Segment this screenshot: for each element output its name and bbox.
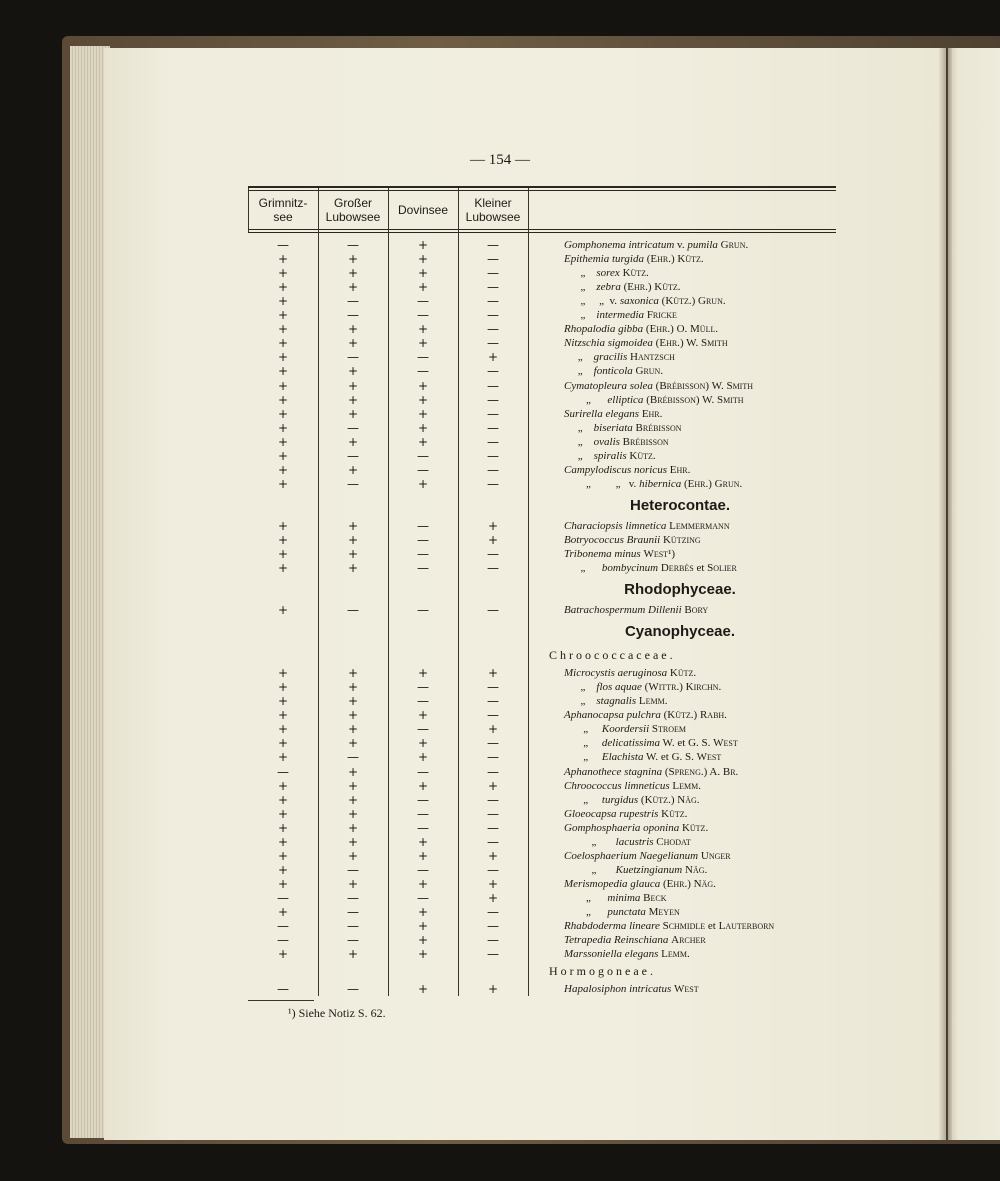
present-mark: + — [417, 238, 429, 252]
absent-mark: — — [347, 862, 359, 877]
present-mark: + — [347, 848, 359, 863]
present-mark: + — [417, 322, 429, 337]
present-mark: + — [347, 834, 359, 849]
present-mark: + — [347, 820, 359, 835]
present-mark: + — [347, 252, 359, 267]
present-mark: + — [347, 280, 359, 295]
species-name: „ spiralis Kütz. — [564, 449, 656, 462]
page-gutter — [938, 48, 952, 1140]
species-name: Batrachospermum Dillenii Bory — [564, 604, 709, 617]
present-mark: + — [347, 462, 359, 477]
present-mark: + — [277, 848, 289, 863]
present-mark: + — [417, 336, 429, 351]
present-mark: + — [277, 448, 289, 463]
facing-page — [948, 48, 1000, 1140]
species-name: „ stagnalis Lemm. — [564, 695, 668, 708]
absent-mark: — — [347, 294, 359, 309]
present-mark: + — [487, 778, 499, 793]
present-mark: + — [347, 722, 359, 737]
present-mark: + — [487, 722, 499, 737]
species-name: „ flos aquae (Wittr.) Kirchn. — [564, 681, 722, 694]
absent-mark: — — [487, 905, 499, 919]
present-mark: + — [417, 919, 429, 934]
species-name: „ gracilis Hantzsch — [564, 351, 675, 364]
present-mark: + — [277, 834, 289, 849]
present-mark: + — [487, 350, 499, 365]
header-top-rule-thin — [248, 190, 836, 191]
header-bottom-rule-thin — [248, 232, 836, 233]
species-name: „ sorex Kütz. — [564, 267, 649, 280]
absent-mark: — — [347, 308, 359, 323]
present-mark: + — [277, 434, 289, 449]
absent-mark: — — [487, 820, 499, 835]
present-mark: + — [277, 280, 289, 295]
species-name: „ lacustris Chodat — [564, 835, 691, 848]
page-number: — 154 — — [470, 152, 530, 168]
header-top-rule — [248, 186, 836, 188]
species-name: Gloeocapsa rupestris Kütz. — [564, 807, 688, 820]
species-name: „ zebra (Ehr.) Kütz. — [564, 281, 681, 294]
present-mark: + — [277, 750, 289, 765]
present-mark: + — [277, 350, 289, 365]
present-mark: + — [417, 420, 429, 435]
species-name: „ minima Beck — [564, 891, 667, 904]
present-mark: + — [277, 792, 289, 807]
absent-mark: — — [487, 947, 499, 962]
absent-mark: — — [347, 476, 359, 491]
present-mark: + — [417, 848, 429, 863]
species-name: „ Kuetzingianum Näg. — [564, 863, 708, 876]
present-mark: + — [347, 518, 359, 533]
absent-mark: — — [347, 933, 359, 948]
present-mark: + — [277, 947, 289, 962]
absent-mark: — — [487, 680, 499, 695]
absent-mark: — — [347, 350, 359, 365]
absent-mark: — — [487, 252, 499, 267]
present-mark: + — [347, 680, 359, 695]
species-name: Chroococcus limneticus Lemm. — [564, 779, 701, 792]
species-name: „ fonticola Grun. — [564, 365, 664, 378]
absent-mark: — — [417, 603, 429, 618]
present-mark: + — [417, 392, 429, 407]
absent-mark: — — [487, 294, 499, 309]
present-mark: + — [277, 322, 289, 337]
absent-mark: — — [487, 603, 499, 618]
species-name: Aphanothece stagnina (Spreng.) A. Br. — [564, 765, 739, 778]
species-name: Characiopsis limnetica Lemmermann — [564, 519, 730, 532]
absent-mark: — — [417, 294, 429, 309]
present-mark: + — [347, 336, 359, 351]
present-mark: + — [277, 736, 289, 751]
present-mark: + — [417, 834, 429, 849]
present-mark: + — [277, 876, 289, 891]
present-mark: + — [277, 694, 289, 709]
present-mark: + — [277, 680, 289, 695]
present-mark: + — [277, 378, 289, 393]
present-mark: + — [417, 476, 429, 491]
absent-mark: — — [487, 792, 499, 807]
present-mark: + — [277, 420, 289, 435]
present-mark: + — [277, 806, 289, 821]
present-mark: + — [487, 890, 499, 905]
present-mark: + — [417, 933, 429, 948]
present-mark: + — [347, 736, 359, 751]
absent-mark: — — [347, 448, 359, 463]
species-name: „ „ v. saxonica (Kütz.) Grun. — [564, 295, 726, 308]
absent-mark: — — [417, 862, 429, 877]
absent-mark: — — [487, 364, 499, 379]
absent-mark: — — [277, 982, 289, 997]
present-mark: + — [487, 532, 499, 547]
species-name: Surirella elegans Ehr. — [564, 407, 663, 420]
present-mark: + — [417, 876, 429, 891]
present-mark: + — [277, 252, 289, 267]
present-mark: + — [417, 778, 429, 793]
present-mark: + — [277, 561, 289, 576]
absent-mark: — — [487, 764, 499, 779]
absent-mark: — — [417, 532, 429, 547]
absent-mark: — — [277, 238, 289, 252]
absent-mark: — — [487, 322, 499, 337]
species-name: Cymatopleura solea (Brébisson) W. Smith — [564, 379, 754, 392]
absent-mark: — — [487, 308, 499, 323]
present-mark: + — [277, 603, 289, 618]
subsection-heading: Hormogoneae. — [549, 964, 656, 979]
absent-mark: — — [487, 750, 499, 765]
column-header-kleiner-lubowsee: Kleiner Lubowsee — [465, 196, 521, 224]
present-mark: + — [347, 266, 359, 281]
absent-mark: — — [417, 820, 429, 835]
present-mark: + — [277, 392, 289, 407]
absent-mark: — — [487, 806, 499, 821]
species-name: Coelosphaerium Naegelianum Unger — [564, 849, 731, 862]
present-mark: + — [347, 764, 359, 779]
species-name: „ biseriata Brébisson — [564, 421, 682, 434]
absent-mark: — — [417, 350, 429, 365]
absent-mark: — — [417, 806, 429, 821]
present-mark: + — [347, 947, 359, 962]
present-mark: + — [347, 434, 359, 449]
present-mark: + — [347, 666, 359, 681]
absent-mark: — — [487, 708, 499, 723]
present-mark: + — [417, 708, 429, 723]
absent-mark: — — [487, 933, 499, 948]
absent-mark: — — [487, 392, 499, 407]
absent-mark: — — [487, 406, 499, 421]
absent-mark: — — [417, 547, 429, 561]
absent-mark: — — [347, 905, 359, 919]
present-mark: + — [277, 406, 289, 421]
present-mark: + — [417, 905, 429, 919]
present-mark: + — [347, 322, 359, 337]
absent-mark: — — [487, 694, 499, 709]
present-mark: + — [417, 736, 429, 751]
absent-mark: — — [347, 982, 359, 997]
present-mark: + — [277, 294, 289, 309]
absent-mark: — — [277, 890, 289, 905]
present-mark: + — [277, 547, 289, 561]
absent-mark: — — [417, 764, 429, 779]
present-mark: + — [277, 364, 289, 379]
present-mark: + — [347, 694, 359, 709]
present-mark: + — [487, 518, 499, 533]
absent-mark: — — [347, 890, 359, 905]
present-mark: + — [347, 708, 359, 723]
absent-mark: — — [277, 933, 289, 948]
present-mark: + — [277, 336, 289, 351]
present-mark: + — [277, 666, 289, 681]
present-mark: + — [487, 982, 499, 997]
present-mark: + — [347, 561, 359, 576]
present-mark: + — [417, 266, 429, 281]
absent-mark: — — [487, 476, 499, 491]
absent-mark: — — [487, 336, 499, 351]
section-heading: Rhodophyceae. — [624, 581, 736, 599]
column-header-dovinsee: Dovinsee — [397, 203, 449, 217]
present-mark: + — [347, 532, 359, 547]
absent-mark: — — [277, 919, 289, 934]
present-mark: + — [347, 392, 359, 407]
species-name: Tribonema minus West¹) — [564, 548, 676, 560]
present-mark: + — [277, 905, 289, 919]
species-name: Gomphonema intricatum v. pumila Grun. — [564, 239, 749, 251]
absent-mark: — — [417, 694, 429, 709]
species-name: „ punctata Meyen — [564, 906, 680, 918]
present-mark: + — [347, 547, 359, 561]
present-mark: + — [347, 778, 359, 793]
species-name: Microcystis aeruginosa Kütz. — [564, 667, 697, 680]
species-name: „ turgidus (Kütz.) Näg. — [564, 793, 700, 806]
species-name: Marssoniella elegans Lemm. — [564, 948, 690, 961]
absent-mark: — — [487, 862, 499, 877]
absent-mark: — — [417, 308, 429, 323]
section-heading: Cyanophyceae. — [624, 623, 736, 641]
present-mark: + — [487, 848, 499, 863]
present-mark: + — [277, 532, 289, 547]
species-name: Hapalosiphon intricatus West — [564, 983, 699, 996]
present-mark: + — [417, 982, 429, 997]
absent-mark: — — [347, 919, 359, 934]
species-name: „ delicatissima W. et G. S. West — [564, 737, 738, 750]
present-mark: + — [487, 666, 499, 681]
present-mark: + — [277, 266, 289, 281]
column-header-grimnitzsee: Grimnitz- see — [258, 196, 308, 224]
absent-mark: — — [487, 561, 499, 576]
present-mark: + — [417, 434, 429, 449]
absent-mark: — — [347, 603, 359, 618]
present-mark: + — [347, 378, 359, 393]
present-mark: + — [417, 252, 429, 267]
present-mark: + — [277, 708, 289, 723]
present-mark: + — [277, 778, 289, 793]
footnote: ¹) Siehe Notiz S. 62. — [288, 1006, 386, 1020]
present-mark: + — [487, 876, 499, 891]
header-bottom-rule — [248, 229, 836, 230]
column-divider — [528, 188, 529, 996]
species-name: Botryococcus Braunii Kützing — [564, 533, 701, 546]
present-mark: + — [417, 750, 429, 765]
species-name: „ bombycinum Derbès et Solier — [564, 562, 737, 575]
species-name: Tetrapedia Reinschiana Archer — [564, 934, 706, 947]
absent-mark: — — [417, 792, 429, 807]
absent-mark: — — [277, 764, 289, 779]
present-mark: + — [277, 862, 289, 877]
present-mark: + — [277, 820, 289, 835]
species-name: „ intermedia Fricke — [564, 309, 677, 322]
absent-mark: — — [347, 750, 359, 765]
species-name: Nitzschia sigmoidea (Ehr.) W. Smith — [564, 337, 728, 350]
species-name: „ elliptica (Brébisson) W. Smith — [564, 393, 744, 406]
present-mark: + — [417, 666, 429, 681]
present-mark: + — [417, 378, 429, 393]
present-mark: + — [417, 406, 429, 421]
absent-mark: — — [417, 518, 429, 533]
absent-mark: — — [487, 280, 499, 295]
absent-mark: — — [487, 736, 499, 751]
absent-mark: — — [487, 266, 499, 281]
species-name: „ ovalis Brébisson — [564, 435, 669, 448]
absent-mark: — — [487, 434, 499, 449]
species-name: Rhopalodia gibba (Ehr.) O. Müll. — [564, 323, 719, 336]
species-name: Epithemia turgida (Ehr.) Kütz. — [564, 253, 704, 266]
column-header-grosser-lubowsee: Großer Lubowsee — [325, 196, 381, 224]
absent-mark: — — [417, 680, 429, 695]
species-name: Aphanocapsa pulchra (Kütz.) Rabh. — [564, 709, 727, 722]
absent-mark: — — [347, 238, 359, 252]
absent-mark: — — [417, 462, 429, 477]
absent-mark: — — [487, 378, 499, 393]
absent-mark: — — [487, 238, 499, 252]
absent-mark: — — [417, 561, 429, 576]
present-mark: + — [347, 364, 359, 379]
absent-mark: — — [417, 448, 429, 463]
section-heading: Heterocontae. — [629, 496, 731, 514]
absent-mark: — — [487, 834, 499, 849]
species-name: Rhabdoderma lineare Schmidle et Lauterborn — [564, 920, 775, 933]
species-name: „ Koordersii Stroem — [564, 723, 687, 736]
absent-mark: — — [417, 890, 429, 905]
present-mark: + — [277, 308, 289, 323]
present-mark: + — [277, 462, 289, 477]
present-mark: + — [347, 876, 359, 891]
absent-mark: — — [487, 448, 499, 463]
absent-mark: — — [487, 462, 499, 477]
present-mark: + — [417, 947, 429, 962]
present-mark: + — [347, 792, 359, 807]
present-mark: + — [277, 722, 289, 737]
species-name: Gomphosphaeria oponina Kütz. — [564, 821, 709, 834]
absent-mark: — — [487, 547, 499, 561]
present-mark: + — [277, 476, 289, 491]
present-mark: + — [277, 518, 289, 533]
absent-mark: — — [487, 919, 499, 934]
absent-mark: — — [487, 420, 499, 435]
absent-mark: — — [347, 420, 359, 435]
species-name: Merismopedia glauca (Ehr.) Näg. — [564, 877, 716, 890]
absent-mark: — — [417, 722, 429, 737]
present-mark: + — [347, 806, 359, 821]
present-mark: + — [347, 406, 359, 421]
species-name: „ „ v. hibernica (Ehr.) Grun. — [564, 477, 743, 490]
species-name: „ Elachista W. et G. S. West — [564, 751, 722, 764]
footnote-rule — [248, 1000, 314, 1001]
present-mark: + — [417, 280, 429, 295]
species-name: Campylodiscus noricus Ehr. — [564, 463, 691, 476]
subsection-heading: Chroococcaceae. — [549, 648, 676, 663]
absent-mark: — — [417, 364, 429, 379]
